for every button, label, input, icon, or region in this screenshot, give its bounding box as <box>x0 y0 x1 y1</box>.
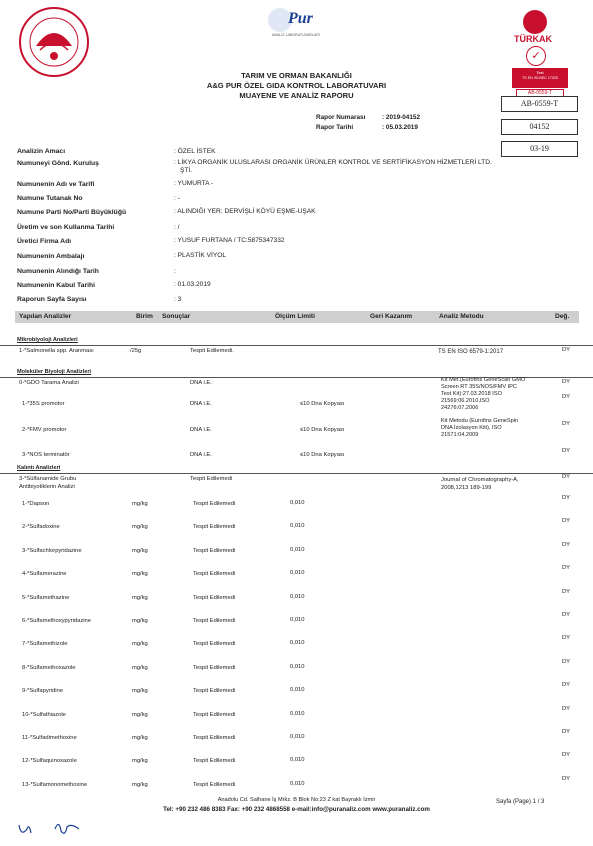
field-label-page-count: Raporun Sayfa Sayısı <box>17 296 87 303</box>
method-line: Screen RT 35S/NOS/FMV IPC <box>441 384 517 390</box>
field-label-producer: Üretici Firma Adı <box>17 238 72 245</box>
limit: 0,010 <box>290 710 305 717</box>
limit: 0,010 <box>290 546 305 553</box>
turkak-code: AB-0559-T <box>516 89 564 97</box>
deg: DY <box>562 541 571 548</box>
result: Tespit Edilemedi <box>193 571 236 578</box>
deg: DY <box>562 682 571 689</box>
deg: DY <box>562 565 571 572</box>
deg: DY <box>562 588 571 595</box>
deg: DY <box>562 729 571 735</box>
result: Tespit Edilemedi <box>193 711 236 718</box>
method-line: 21571:04.2009 <box>441 432 479 438</box>
result: Tespit Edilemedi <box>193 547 236 554</box>
col-limit: Ölçüm Limiti <box>275 313 315 320</box>
unit: mg/kg <box>132 735 148 741</box>
analysis-name: 3-*NOS terminatör <box>22 452 70 458</box>
turkak-standard: TS EN ISO/IEC 17025 <box>522 76 558 80</box>
method-line: DNA İzolasyon Kiti), ISO <box>441 425 502 431</box>
field-value-producer: : YUSUF FURTANA / TC:5875347332 <box>174 237 285 244</box>
limit: 0,010 <box>290 523 305 530</box>
deg: DY <box>562 347 571 353</box>
field-value-received-date: : <box>174 268 176 275</box>
method-line: Kit Metodu (Eurofins GeneSpin <box>441 418 519 424</box>
unit: mg/kg <box>132 571 148 578</box>
limit: 0,010 <box>290 663 305 670</box>
result: Tespit Edilemedi <box>193 781 236 788</box>
title-ministry: TARIM VE ORMAN BAKANLIĞI <box>241 71 352 80</box>
field-value-sample-name: : YUMURTA - <box>174 180 214 187</box>
unit: /25g <box>130 348 142 354</box>
deg: DY <box>562 775 571 782</box>
limit: 0,010 <box>290 757 305 764</box>
unit: mg/kg <box>132 664 148 671</box>
field-value-record-no: : - <box>174 195 180 202</box>
deg: DY <box>562 379 571 385</box>
result: Tespit Edilemedi. <box>190 348 234 354</box>
analysis-name: 8-*Sulfamethoxazole <box>22 664 76 671</box>
result: DNA i.E. <box>190 452 212 458</box>
table-row <box>0 731 593 745</box>
field-value-sender: : LİKYA ORGANİK ULUSLARASI ORGANİK ÜRÜNLER KONTROL VE SERTİFİKASYON HİZMETLERİ LTD. <box>174 159 492 166</box>
table-row <box>0 541 593 558</box>
method-line: Test Kit):27.03.2018 ISO <box>441 391 502 397</box>
field-value-lot: : ALINDIĞI YER: DERVİŞLİ KÖYÜ EŞME-UŞAK <box>174 208 316 215</box>
logo-text: Pur <box>288 10 313 27</box>
title-report: MUAYENE VE ANALİZ RAPORU <box>239 91 354 100</box>
unit: mg/kg <box>132 524 148 531</box>
analysis-name: 13-*Sulfamonomethoxine <box>22 781 88 788</box>
method: 2008,1213 189-199 <box>441 485 492 491</box>
deg: DY <box>562 518 571 525</box>
field-label-received-date: Numunenin Alındığı Tarih <box>17 268 99 275</box>
stamp-box-2: 04152 <box>501 119 578 135</box>
unit: mg/kg <box>132 781 148 788</box>
turkak-name: TÜRKAK <box>514 34 552 44</box>
unit: mg/kg <box>132 758 148 765</box>
result: Tespit Edilemedi <box>193 594 236 601</box>
result: Tespit Edilemedi <box>193 664 236 671</box>
result: DNA i.E. <box>190 401 212 407</box>
result: Tespit Edilemedi <box>193 618 236 624</box>
stamp-box-3: 03-19 <box>501 141 578 157</box>
limit: 0,010 <box>290 617 305 623</box>
method: Journal of Chromatography-A, <box>441 477 519 483</box>
method-line: 21569:06.2010,ISO <box>441 398 490 404</box>
analysis-name: 1-*35S promotor <box>22 401 65 407</box>
table-row <box>0 473 593 496</box>
deg: DY <box>562 612 571 618</box>
logo-subtitle: ANALİZ LABORATUVARLARI <box>272 33 320 37</box>
analysis-name: 11-*Sulfadimethoxine <box>22 735 77 741</box>
result: Tespit Edilemedi <box>193 688 236 695</box>
limit: 0,010 <box>290 780 305 787</box>
analysis-name: 2-*FMV promotor <box>22 427 67 433</box>
field-value-packaging: : PLASTİK VİYOL <box>174 252 227 259</box>
limit: 0,010 <box>290 734 305 740</box>
col-unit: Birim <box>136 313 153 320</box>
unit: mg/kg <box>132 618 148 624</box>
unit: mg/kg <box>132 594 148 601</box>
table-row <box>0 520 593 534</box>
field-label-accept-date: Numunenin Kabul Tarihi <box>17 282 96 289</box>
analysis-name: 3-*Sulfachlorpyridazine <box>22 547 82 554</box>
analysis-name: 4-*Sulfamerazine <box>22 571 67 578</box>
method-line: Kit Met.(Eurofins GeneScan GMO <box>441 377 526 383</box>
analysis-name: 0-*GDO Tarama Analizi <box>19 380 79 386</box>
table-row <box>0 614 593 628</box>
unit: mg/kg <box>132 711 148 718</box>
field-value-page-count: : 3 <box>174 296 182 303</box>
result: DNA i.E. <box>190 427 212 433</box>
result: Tespit Edilemedi <box>193 524 236 531</box>
field-value-sender-2: ŞTİ. <box>180 167 193 174</box>
table-row <box>0 497 593 511</box>
limit: ≤10 Dna Kopyası <box>300 401 345 407</box>
analysis-name: 9-*Sulfapyridine <box>22 688 63 695</box>
report-date-value: : 05.03.2019 <box>382 124 418 131</box>
field-label-record-no: Numune Tutanak No <box>17 195 83 202</box>
field-value-accept-date: : 01.03.2019 <box>174 281 211 288</box>
analysis-name: 1-*Dapson <box>22 501 50 507</box>
signature <box>15 815 105 841</box>
result: Tespit Edilemedi <box>193 735 236 741</box>
method-line: 24276:07.2006 <box>441 405 479 411</box>
limit: 0,010 <box>290 687 305 694</box>
ministry-seal <box>18 6 90 78</box>
limit: 0,010 <box>290 640 305 647</box>
field-label-lot: Numune Parti No/Parti Büyüklüğü <box>17 209 127 216</box>
deg: DY <box>562 752 571 759</box>
field-value-purpose: : ÖZEL İSTEK <box>174 148 216 155</box>
deg: DY <box>562 394 571 400</box>
analysis-name: 10-*Sulfathiazole <box>22 711 66 718</box>
field-label-packaging: Numunenin Ambalajı <box>17 253 85 260</box>
col-results: Sonuçlar <box>162 313 191 320</box>
table-row <box>0 567 593 581</box>
field-label-sender: Numuneyi Gönd. Kuruluş <box>17 160 99 167</box>
analysis-name: 2-*Sulfadoxine <box>22 524 60 531</box>
limit: ≤10 Dna Kopyası <box>300 452 345 458</box>
field-label-purpose: Analizin Amacı <box>17 148 66 155</box>
stamp-box-1: AB-0559-T <box>501 96 578 112</box>
table-row <box>0 754 593 768</box>
analysis-name: 3-*Sülfanamide Grubu <box>19 476 77 482</box>
table-row <box>0 345 593 356</box>
analysis-name: 12-*Sulfaquinoxazole <box>22 758 77 765</box>
unit: mg/kg <box>132 641 148 648</box>
deg: DY <box>562 635 571 642</box>
col-analyses: Yapılan Analizler <box>19 313 72 320</box>
section-title-micro: Mikrobiyoloji Analizleri <box>17 337 78 343</box>
field-label-production-date: Üretim ve son Kullanma Tarihi <box>17 224 115 231</box>
report-number-label: Rapor Numarası <box>316 114 366 121</box>
turkak-test: Test <box>536 70 544 75</box>
analysis-name-2: Antibiyotiklerin Analizi <box>19 484 75 490</box>
table-row <box>0 684 593 698</box>
deg: DY <box>562 705 571 712</box>
field-value-production-date: : / <box>174 224 180 231</box>
title-laboratory: A&G PUR ÖZEL GIDA KONTROL LABORATUVARI <box>206 81 387 90</box>
deg: DY <box>562 421 571 427</box>
footer-page: Sayfa (Page) 1 / 3 <box>496 799 545 805</box>
limit: 0,010 <box>290 593 305 600</box>
table-header <box>15 311 579 323</box>
result: Tespit Edilemedi <box>190 476 233 482</box>
table-row <box>0 588 593 605</box>
col-deg: Değ. <box>555 313 570 320</box>
col-method: Analiz Metodu <box>439 313 484 320</box>
result: DNA i.E. <box>190 380 212 386</box>
table-row <box>0 450 593 462</box>
limit: 0,010 <box>290 570 305 577</box>
footer-contact: Tel: +90 232 486 8383 Fax: +90 232 4868558 e-mail:info@puranaliz.com www.puranaliz.com <box>163 806 430 813</box>
section-title-molecular: Moleküler Biyoloji Analizleri <box>17 369 92 375</box>
deg: DY <box>562 448 571 454</box>
table-row <box>0 658 593 675</box>
pur-logo <box>262 6 342 42</box>
analysis-name: 1-*Salmonella spp. Aranması <box>19 348 94 354</box>
method: TS EN ISO 6579-1:2017 <box>438 349 504 355</box>
result: Tespit Edilemedi <box>193 641 236 648</box>
limit: 0,010 <box>290 500 305 506</box>
unit: mg/kg <box>132 501 148 507</box>
deg: DY <box>562 495 571 501</box>
check-icon: ✓ <box>526 46 546 66</box>
deg: DY <box>562 474 571 480</box>
section-title-residue: Kalıntı Analizleri <box>17 465 61 471</box>
analysis-name: 6-*Sulfamethoxypyridazine <box>22 618 91 624</box>
table-row <box>0 637 593 651</box>
deg: DY <box>562 658 571 665</box>
result: Tespit Edilemedi <box>193 758 236 765</box>
col-recovery: Geri Kazanım <box>370 313 413 320</box>
analysis-name: 5-*Sulfamethazine <box>22 594 70 601</box>
unit: mg/kg <box>132 547 148 554</box>
table-row <box>0 775 593 792</box>
result: Tespit Edilemedi <box>193 501 236 507</box>
table-row <box>0 705 593 722</box>
field-label-sample-name: Numunenin Adı ve Tarifi <box>17 181 95 188</box>
unit: mg/kg <box>132 688 148 695</box>
footer-address: Anadolu Cd. Salhane İş Mrkz. B Blok No:23 Z kat Bayraklı İzmir <box>217 797 376 803</box>
report-date-label: Rapor Tarihi <box>316 124 354 131</box>
analysis-name: 7-*Sulfamethizole <box>22 641 68 648</box>
report-number-value: : 2019-04152 <box>382 114 421 121</box>
method-block-fmv <box>441 418 556 439</box>
turkak-badge <box>523 10 547 34</box>
limit: ≤10 Dna Kopyası <box>300 427 345 433</box>
